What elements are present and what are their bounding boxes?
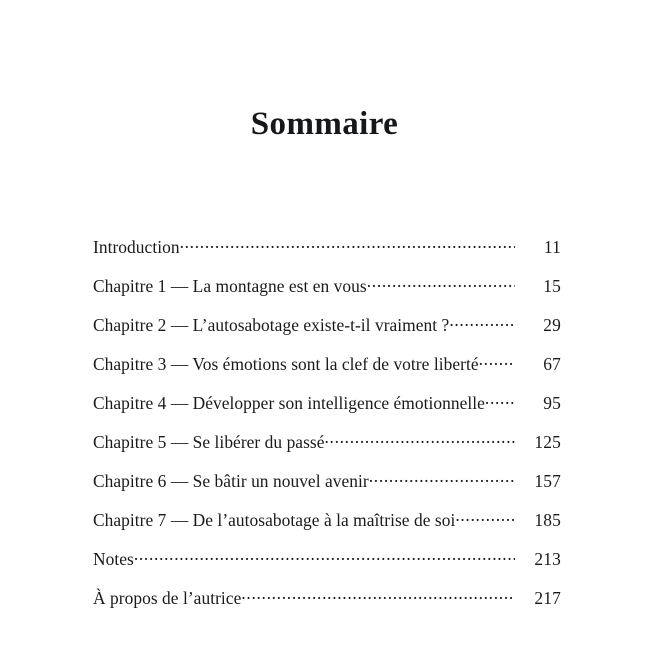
- toc-entry-page-number: 29: [543, 315, 561, 336]
- dot-leader: [479, 353, 515, 370]
- toc-entry-label: Chapitre 6 — Se bâtir un nouvel avenir: [93, 471, 369, 492]
- toc-entry-label: Chapitre 3 — Vos émotions sont la clef de votre liberté: [93, 354, 479, 375]
- table-of-contents: [93, 236, 561, 626]
- toc-entry-notes[interactable]: [93, 548, 561, 587]
- dot-leader: [485, 392, 515, 409]
- toc-entry-label: Notes: [93, 549, 134, 570]
- toc-entry-chapitre-6[interactable]: [93, 470, 561, 509]
- toc-entry-page-number: 67: [543, 354, 561, 375]
- dot-leader: [134, 548, 515, 565]
- toc-entry-chapitre-1[interactable]: [93, 275, 561, 314]
- toc-entry-label: Introduction: [93, 237, 180, 258]
- dot-leader: [367, 275, 515, 292]
- toc-entry-introduction[interactable]: [93, 236, 561, 275]
- toc-entry-label: Chapitre 4 — Développer son intelligence émotionnelle: [93, 393, 485, 414]
- toc-entry-chapitre-2[interactable]: [93, 314, 561, 353]
- toc-entry-chapitre-7[interactable]: [93, 509, 561, 548]
- toc-entry-chapitre-5[interactable]: [93, 431, 561, 470]
- toc-entry-page-number: 213: [534, 549, 561, 570]
- dot-leader: [369, 470, 515, 487]
- toc-entry-a-propos-de-lautrice[interactable]: [93, 587, 561, 626]
- dot-leader: [455, 509, 515, 526]
- dot-leader: [241, 587, 515, 604]
- dot-leader: [449, 314, 515, 331]
- toc-entry-page-number: 185: [534, 510, 561, 531]
- toc-entry-label: Chapitre 1 — La montagne est en vous: [93, 276, 367, 297]
- toc-entry-page-number: 15: [543, 276, 561, 297]
- toc-entry-label: Chapitre 7 — De l’autosabotage à la maîtrise de soi: [93, 510, 456, 531]
- toc-entry-chapitre-3[interactable]: [93, 353, 561, 392]
- dot-leader: [324, 431, 515, 448]
- toc-entry-label: Chapitre 2 — L’autosabotage existe-t-il vraiment ?: [93, 315, 450, 336]
- page-title: Sommaire: [250, 106, 399, 142]
- toc-entry-page-number: 95: [543, 393, 561, 414]
- toc-entry-chapitre-4[interactable]: [93, 392, 561, 431]
- toc-entry-label: Chapitre 5 — Se libérer du passé: [93, 432, 325, 453]
- toc-entry-page-number: 157: [534, 471, 561, 492]
- toc-entry-page-number: 125: [534, 432, 561, 453]
- toc-entry-page-number: 217: [534, 588, 561, 609]
- toc-entry-label: À propos de l’autrice: [93, 588, 242, 609]
- toc-entry-page-number: 11: [543, 237, 561, 258]
- dot-leader: [180, 236, 515, 253]
